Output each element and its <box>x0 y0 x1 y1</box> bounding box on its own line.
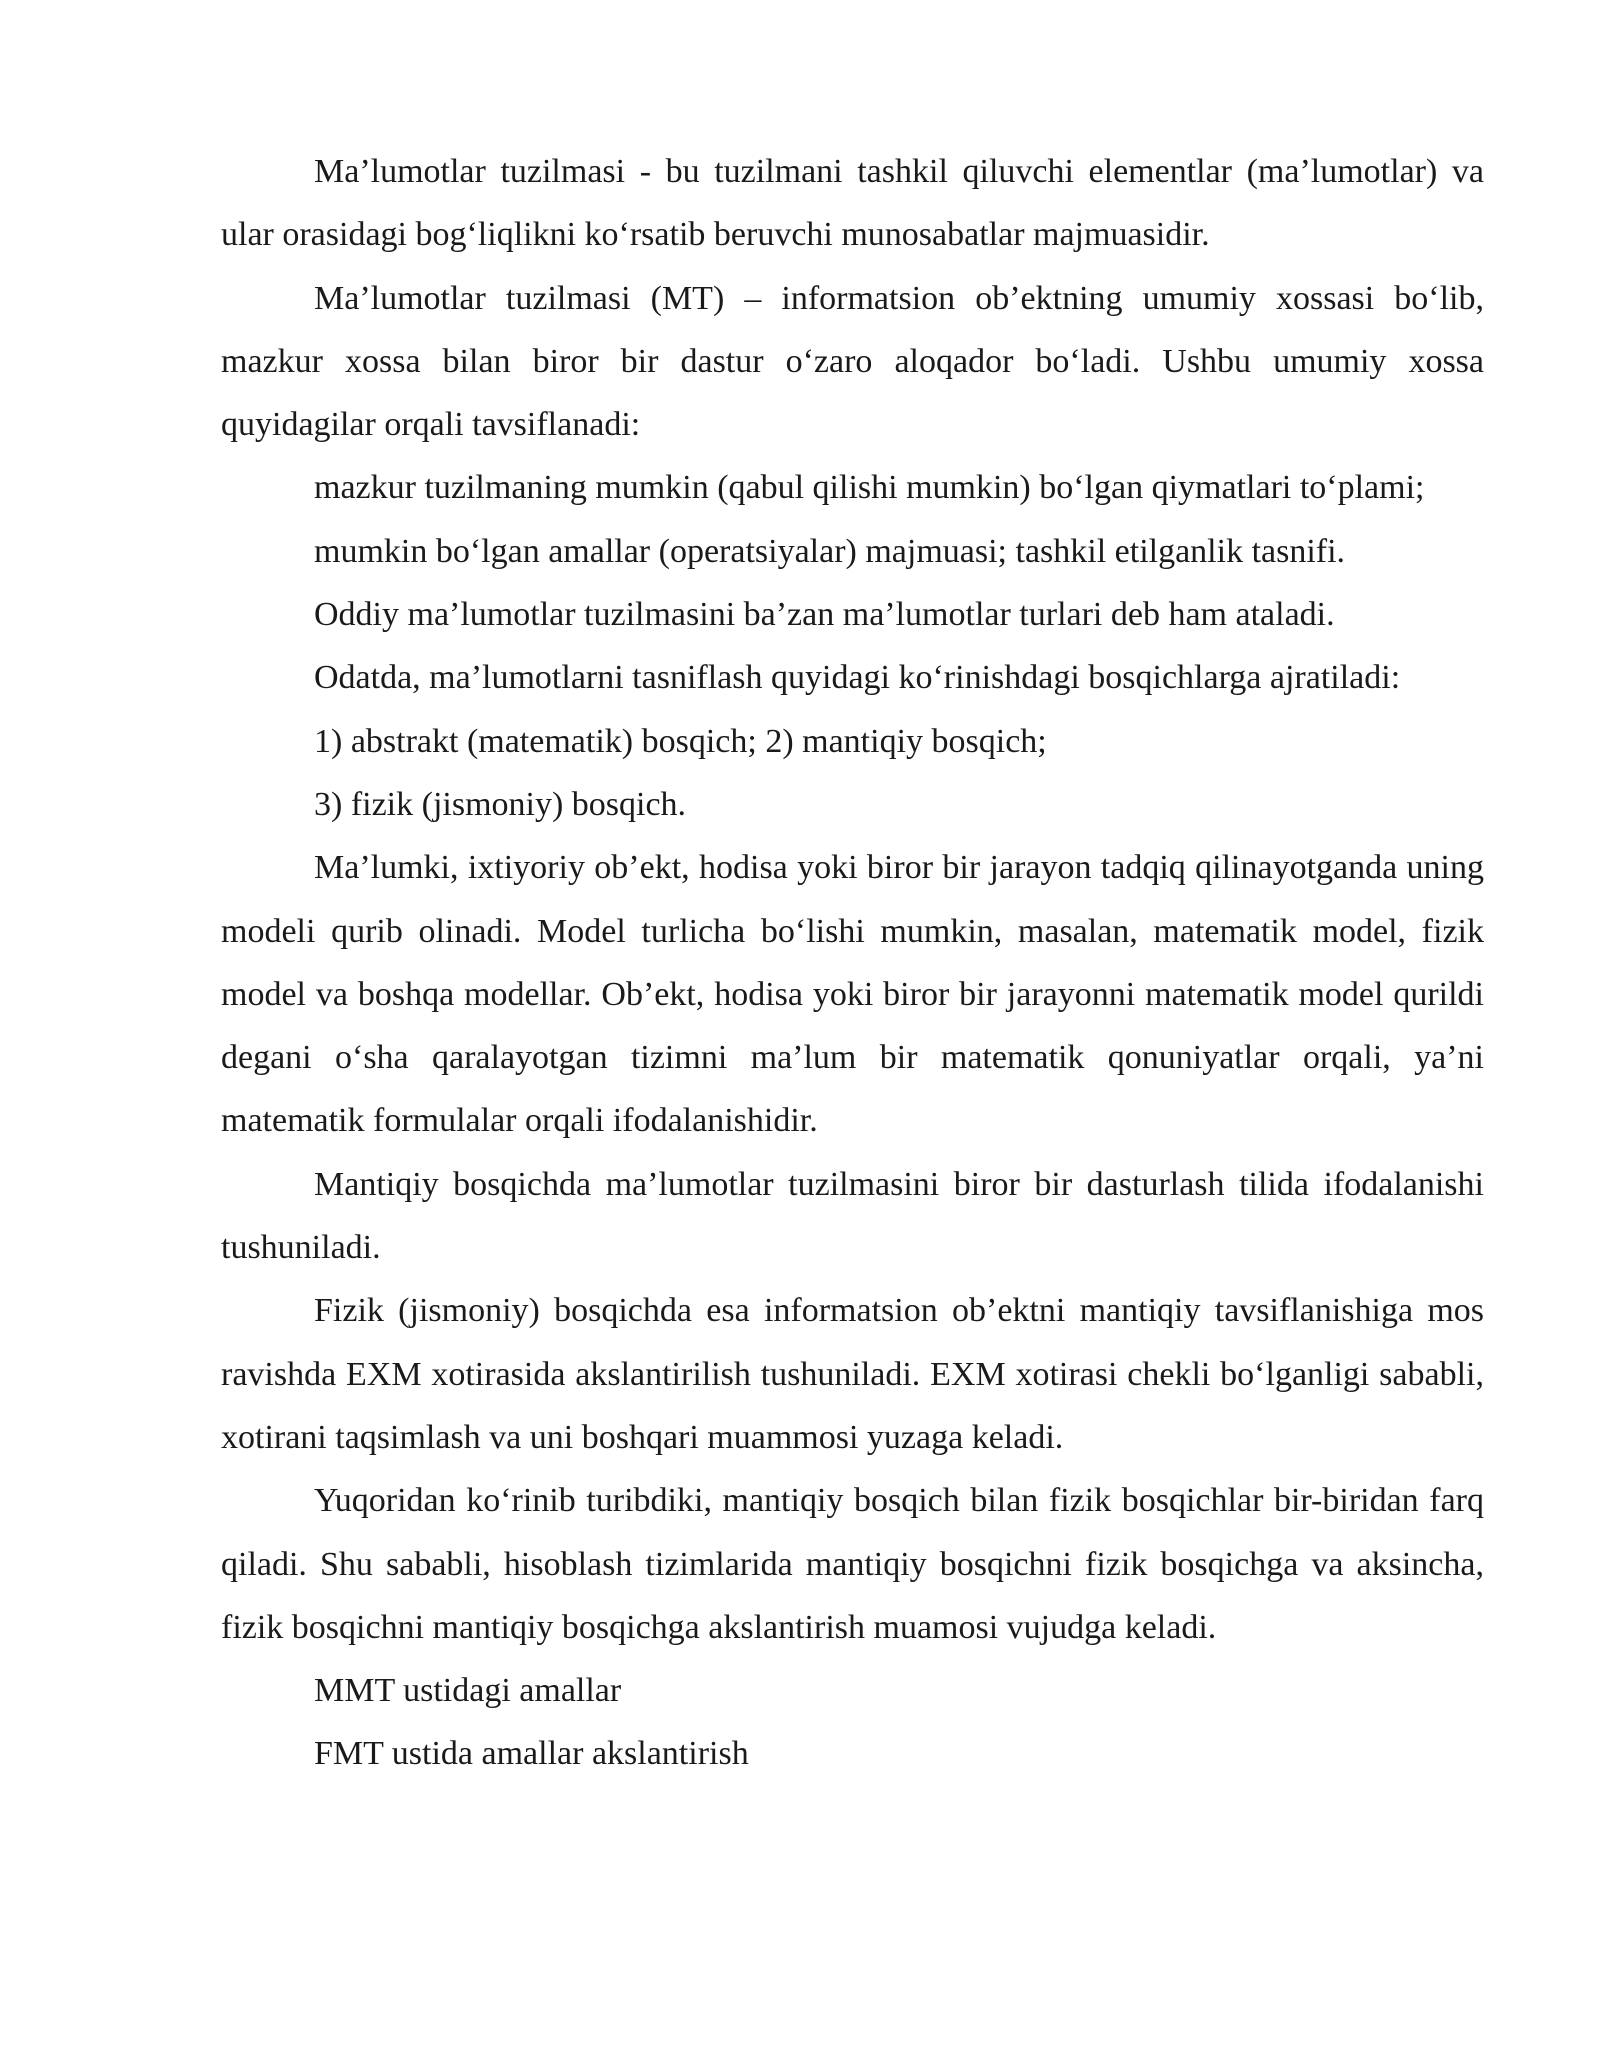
document-body <box>221 140 1484 1786</box>
paragraph-model: Ma’lumki, ixtiyoriy ob’ekt, hodisa yoki biror bir jarayon tadqiq qilinayotganda uning modeli qurib olinadi. Model turlicha bo‘lishi mumkin, masalan, matematik model, fizik model va boshqa modellar. Ob’ekt, hodisa yoki biror bir jarayonni matematik model qurildi degani o‘sha qaralayotgan tizimni ma’lum bir matematik qonuniyatlar orqali, ya’ni matematik formulalar orqali ifodalanishidir. <box>221 849 1484 1140</box>
paragraph-operations: mumkin bo‘lgan amallar (operatsiyalar) majmuasi; tashkil etilganlik tasnifi. <box>314 532 1346 570</box>
paragraph-fmt-operations: FMT ustida amallar akslantirish <box>314 1735 749 1773</box>
paragraph-values-set: mazkur tuzilmaning mumkin (qabul qilishi mumkin) bo‘lgan qiymatlari to‘plami; <box>314 469 1425 507</box>
paragraph-definition: Ma’lumotlar tuzilmasi - bu tuzilmani tashkil qiluvchi elementlar (ma’lumotlar) va ular orasidagi bog‘liqlikni ko‘rsatib beruvchi munosabatlar majmuasidir. <box>221 153 1484 254</box>
paragraph-mmt-operations: MMT ustidagi amallar <box>314 1672 622 1710</box>
paragraph-simple-types: Oddiy ma’lumotlar tuzilmasini ba’zan ma’lumotlar turlari deb ham ataladi. <box>314 596 1335 634</box>
paragraph-classification: Odatda, ma’lumotlarni tasniflash quyidagi ko‘rinishdagi bosqichlarga ajratiladi: <box>314 659 1401 697</box>
paragraph-stages-1-2: 1) abstrakt (matematik) bosqich; 2) mantiqiy bosqich; <box>314 722 1047 760</box>
paragraph-mapping-problem: Yuqoridan ko‘rinib turibdiki, mantiqiy bosqich bilan fizik bosqichlar bir-biridan farq qiladi. Shu sababli, hisoblash tizimlarida mantiqiy bosqichni fizik bosqichga va aksincha, fizik bosqichni mantiqiy bosqichga akslantirish muamosi vujudga keladi. <box>221 1482 1484 1646</box>
paragraph-stage-3: 3) fizik (jismoniy) bosqich. <box>314 785 687 823</box>
paragraph-mt-property: Ma’lumotlar tuzilmasi (MT) – informatsion ob’ektning umumiy xossasi bo‘lib, mazkur xossa bilan biror bir dastur o‘zaro aloqador bo‘ladi. Ushbu umumiy xossa quyidagilar orqali tavsiflanadi: <box>221 279 1484 444</box>
paragraph-physical-stage: Fizik (jismoniy) bosqichda esa informatsion ob’ektni mantiqiy tavsiflanishiga mos ravishda EXM xotirasida akslantirilish tushuniladi. EXM xotirasi chekli bo‘lganligi sababli, xotirani taqsimlash va uni boshqari muammosi yuzaga keladi. <box>221 1292 1484 1456</box>
paragraph-logical-stage: Mantiqiy bosqichda ma’lumotlar tuzilmasini biror bir dasturlash tilida ifodalanishi tushuniladi. <box>221 1165 1484 1267</box>
